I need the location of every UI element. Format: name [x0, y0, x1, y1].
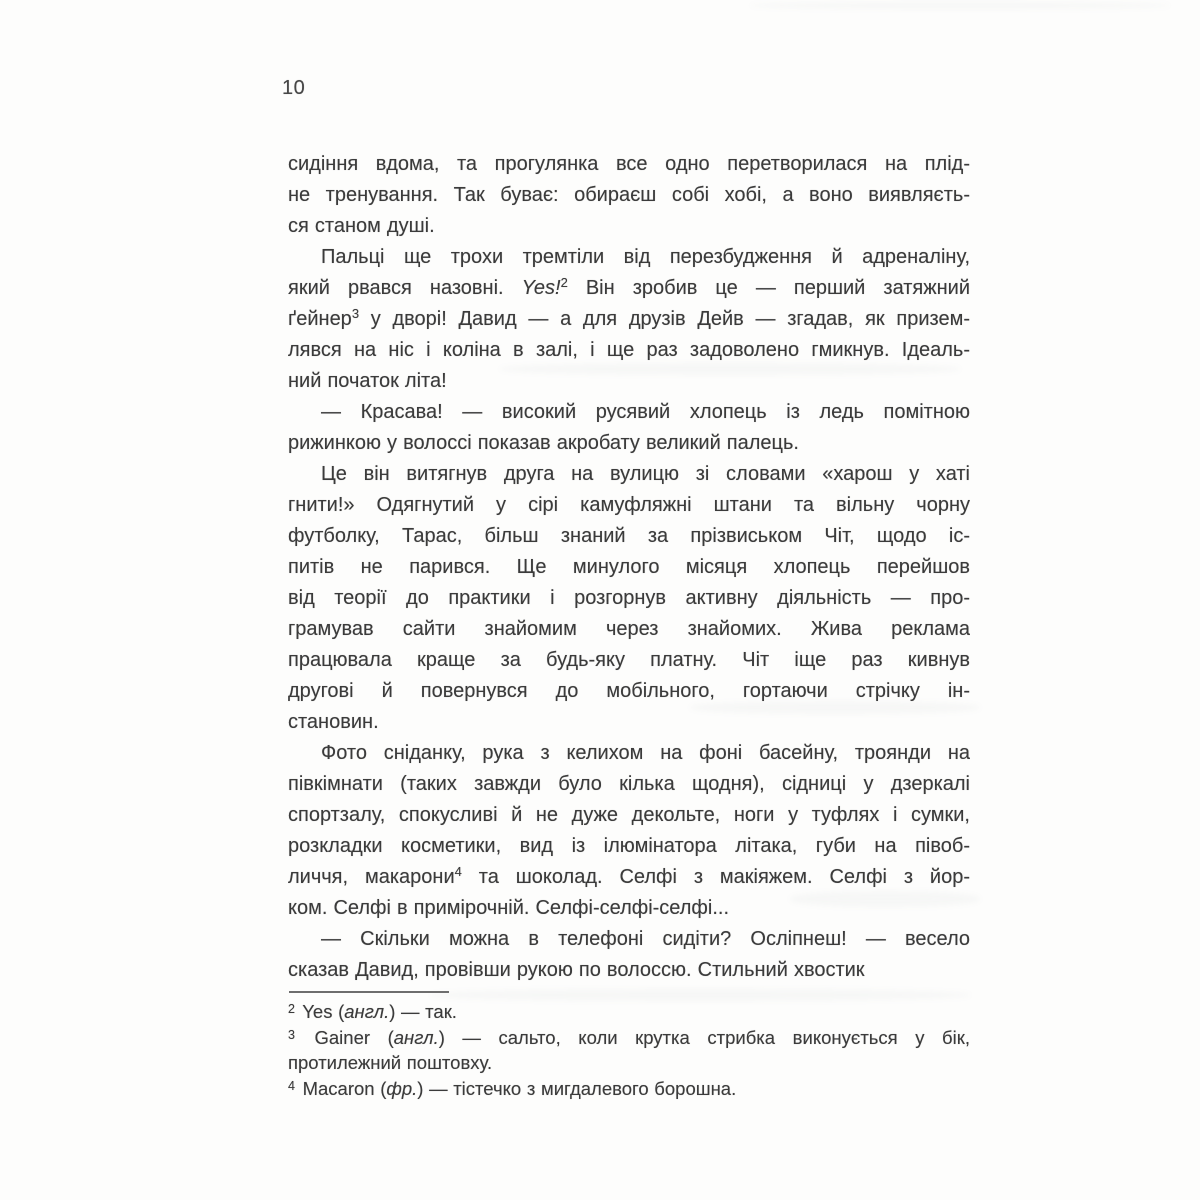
text-segment: спортзалу, спокусливі й не дуже декольте, ноги у туфлях і сумки, [288, 804, 970, 826]
text-line [288, 831, 970, 862]
footnote [288, 999, 970, 1025]
page-number: 10 [282, 77, 306, 99]
text-segment: личчя, макарони [288, 866, 455, 888]
text-segment: фр. [386, 1077, 418, 1099]
text-line [288, 211, 970, 242]
text-segment: другові й повернувся до мобільного, гортаючи стрічку ін- [288, 680, 970, 702]
footnote-marker: 3 [288, 1027, 295, 1042]
text-line [288, 893, 970, 924]
text-segment: питів не парився. Ще минулого місяця хлопець перейшов [288, 556, 970, 578]
text-line [288, 521, 970, 552]
text-segment: — Скільки можна в телефоні сидіти? Осліпнеш! — весело [321, 928, 970, 950]
text-line [288, 738, 970, 769]
text-segment: протилежний поштовху. [288, 1052, 493, 1073]
footnote-separator [289, 991, 449, 993]
text-segment: Фото сніданку, рука з келихом на фоні басейну, троянди на [321, 742, 970, 764]
footnote [288, 1025, 970, 1076]
paragraph [288, 242, 970, 397]
paragraph [288, 459, 970, 738]
body-text [288, 149, 970, 986]
text-segment: — Красава! — високий русявий хлопець із ледь помітною [321, 401, 970, 423]
text-segment: розкладки косметики, вид із ілюмінатора літака, губи на півоб- [288, 835, 970, 857]
text-segment: лявся на ніс і коліна в залі, і ще раз задоволено гмикнув. Ідеаль- [288, 339, 970, 361]
text-segment: та шоколад. Селфі з макіяжем. Селфі з йор- [461, 866, 970, 888]
text-line [288, 149, 970, 180]
text-segment: від теорії до практики і розгорнув активну діяльність — про- [288, 587, 970, 609]
text-line [288, 273, 970, 304]
text-line [288, 1025, 970, 1051]
text-segment: ком. Селфі в примірочній. Селфі-селфі-селфі... [288, 897, 730, 919]
text-line [288, 676, 970, 707]
text-line [288, 335, 970, 366]
text-line [288, 490, 970, 521]
text-segment: працювала краще за будь-яку платну. Чіт іще раз кивнув [288, 649, 970, 671]
text-segment: який рвався назовні. [288, 277, 522, 299]
text-segment: ний початок літа! [288, 370, 447, 392]
text-segment: Macaron ( [296, 1077, 387, 1099]
text-line [288, 645, 970, 676]
paragraph [288, 397, 970, 459]
text-line [288, 707, 970, 738]
text-line [288, 1050, 970, 1076]
text-line [288, 614, 970, 645]
footnote-marker: 3 [351, 306, 360, 321]
text-segment: Yes! [521, 277, 561, 299]
text-segment: сказав Давид, провівши рукою по волоссю. Стильний хвостик [288, 959, 865, 981]
text-line [288, 366, 970, 397]
text-line [288, 769, 970, 800]
text-segment: півкімнати (таких завжди було кілька щодня), сідниці у дзеркалі [288, 773, 970, 795]
text-segment: грамував сайти знайомим через знайомих. Жива реклама [288, 618, 970, 640]
paragraph [288, 149, 970, 242]
text-segment: футболку, Тарас, більш знаний за прізвиськом Чіт, щодо іс- [288, 525, 970, 547]
text-segment: гнити!» Одягнутий у сірі камуфляжні штани та вільну чорну [288, 494, 970, 516]
text-line [288, 955, 970, 986]
scan-artifact [750, 2, 1170, 9]
text-line [288, 397, 970, 428]
footnote [288, 1076, 970, 1102]
text-line [288, 999, 970, 1025]
text-segment: ся станом душі. [288, 215, 435, 237]
text-line [288, 459, 970, 490]
text-segment: ґейнер [288, 308, 352, 330]
text-segment: Yes ( [296, 1001, 345, 1022]
text-segment: Це він витягнув друга на вулицю зі словами «харош у хаті [321, 463, 970, 485]
text-segment: ) — сальто, коли крутка стрибка виконується у бік, [438, 1026, 970, 1048]
text-line [288, 242, 970, 273]
footnote-marker: 2 [560, 275, 568, 290]
text-line [288, 552, 970, 583]
text-segment: ) — тістечко з мигдалевого борошна. [417, 1077, 737, 1099]
text-line [288, 180, 970, 211]
text-segment: сидіння вдома, та прогулянка все одно перетворилася на плід- [288, 153, 970, 175]
text-segment: Він зробив це — перший затяжний [567, 277, 970, 299]
footnotes [288, 991, 970, 1101]
text-segment: ) — так. [389, 1001, 457, 1022]
text-segment: становин. [288, 711, 379, 733]
text-line [288, 924, 970, 955]
text-segment: рижинкою у волоссі показав акробату великий палець. [288, 432, 799, 454]
footnote-marker: 4 [288, 1078, 295, 1093]
text-line [288, 800, 970, 831]
text-segment: Gainer ( [296, 1026, 394, 1048]
footnote-marker: 4 [454, 864, 462, 879]
text-segment: англ. [344, 1001, 390, 1022]
text-line [288, 428, 970, 459]
paragraph [288, 738, 970, 924]
text-segment: у дворі! Давид — а для друзів Дейв — згадав, як призем- [359, 308, 970, 330]
text-line [288, 304, 970, 335]
footnote-list [288, 999, 970, 1101]
text-line [288, 583, 970, 614]
text-segment: Пальці ще трохи тремтіли від перезбудження й адреналіну, [321, 246, 970, 268]
text-segment: не тренування. Так буває: обираєш собі хобі, а воно виявляєть- [288, 184, 970, 206]
paragraph [288, 924, 970, 986]
footnote-marker: 2 [288, 1002, 295, 1016]
text-line [288, 1076, 970, 1102]
text-line [288, 862, 970, 893]
text-segment: англ. [393, 1026, 439, 1048]
